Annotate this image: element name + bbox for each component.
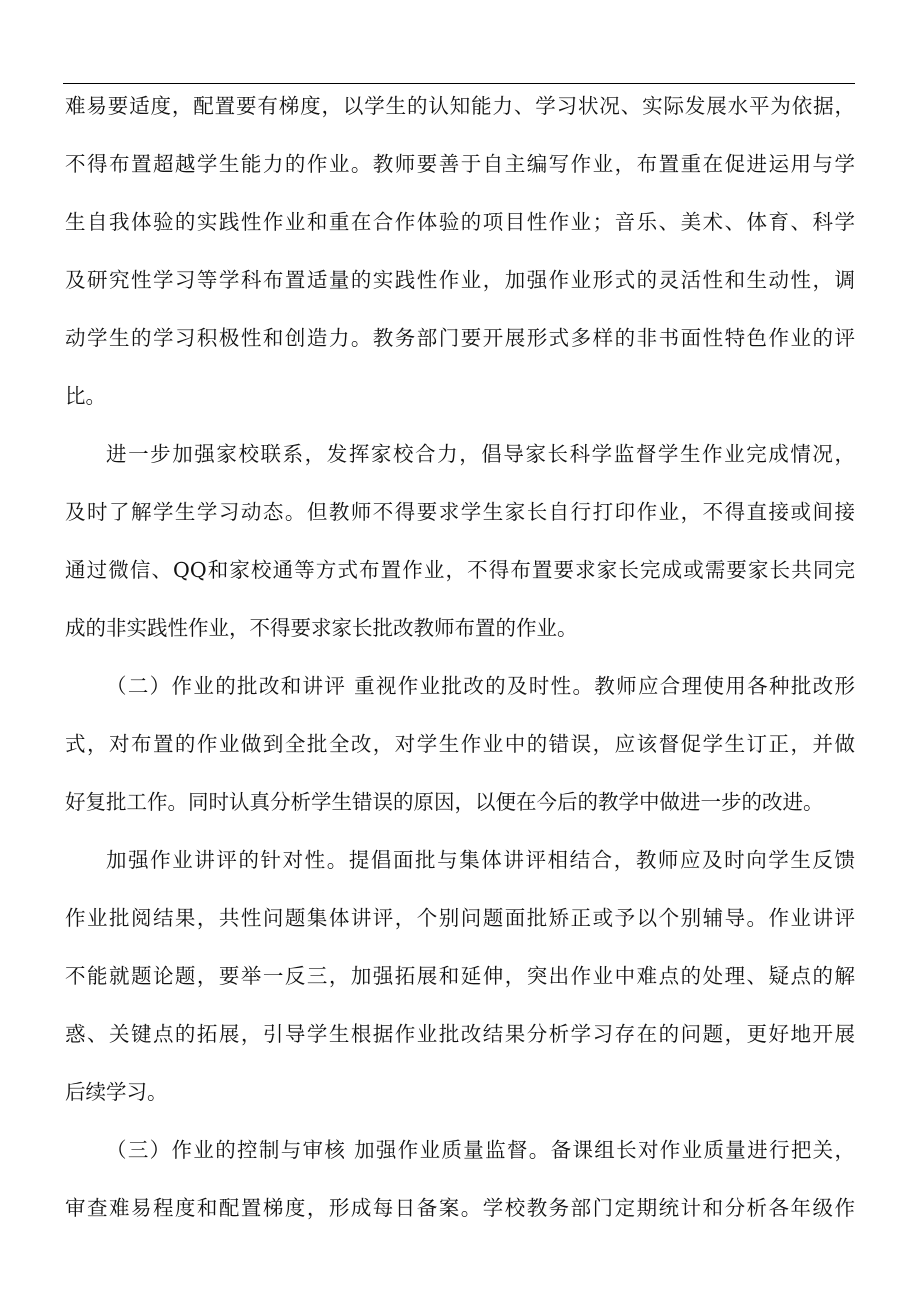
text-line: 好复批工作。同时认真分析学生错误的原因，以便在今后的教学中做进一步的改进。 [65, 790, 824, 814]
section-heading-line: （二）作业的批改和讲评 重视作业批改的及时性。教师应合理使用各种批改形 [106, 674, 855, 698]
text-line: 后续学习。 [65, 1080, 168, 1104]
text-line: 及研究性学习等学科布置适量的实践性作业，加强作业形式的灵活性和生动性，调 [65, 268, 855, 292]
paragraph-first-line: 加强作业讲评的针对性。提倡面批与集体讲评相结合，教师应及时向学生反馈 [106, 848, 855, 872]
text-line: 生自我体验的实践性作业和重在合作体验的项目性作业；音乐、美术、体育、科学 [65, 210, 855, 234]
text-line: 成的非实践性作业，不得要求家长批改教师布置的作业。 [65, 616, 578, 640]
text-line: 比。 [65, 384, 106, 408]
text-line: 通过微信、QQ和家校通等方式布置作业，不得布置要求家长完成或需要家长共同完 [65, 558, 855, 582]
text-line: 动学生的学习积极性和创造力。教务部门要开展形式多样的非书面性特色作业的评 [65, 326, 855, 350]
section-heading-line: （三）作业的控制与审核 加强作业质量监督。备课组长对作业质量进行把关， [106, 1138, 855, 1162]
text-line: 不得布置超越学生能力的作业。教师要善于自主编写作业，布置重在促进运用与学 [65, 152, 855, 176]
text-line: 不能就题论题，要举一反三，加强拓展和延伸，突出作业中难点的处理、疑点的解 [65, 964, 855, 988]
text-line: 惑、关键点的拓展，引导学生根据作业批改结果分析学习存在的问题，更好地开展 [65, 1022, 855, 1046]
text-line: 式，对布置的作业做到全批全改，对学生作业中的错误，应该督促学生订正，并做 [65, 732, 855, 756]
text-line: 难易要适度，配置要有梯度，以学生的认知能力、学习状况、实际发展水平为依据， [65, 94, 855, 118]
text-line: 审查难易程度和配置梯度，形成每日备案。学校教务部门定期统计和分析各年级作 [65, 1196, 855, 1220]
text-line: 及时了解学生学习动态。但教师不得要求学生家长自行打印作业，不得直接或间接 [65, 500, 855, 524]
header-rule [63, 83, 855, 84]
text-line: 作业批阅结果，共性问题集体讲评，个别问题面批矫正或予以个别辅导。作业讲评 [65, 906, 855, 930]
paragraph-first-line: 进一步加强家校联系，发挥家校合力，倡导家长科学监督学生作业完成情况， [106, 442, 855, 466]
body-text [65, 87, 855, 1247]
